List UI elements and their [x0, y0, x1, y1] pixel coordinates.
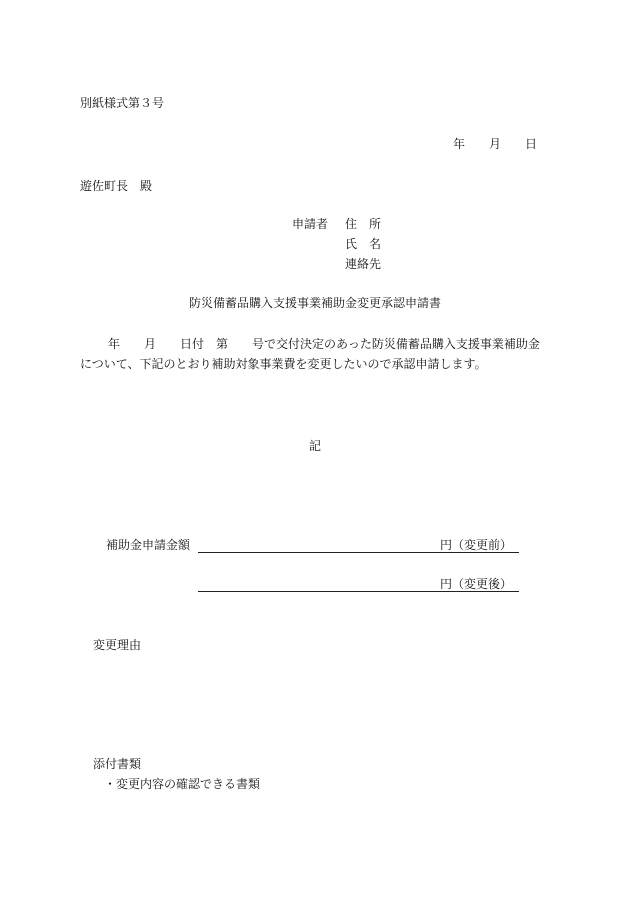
applicant-label: 申請者 — [292, 217, 329, 231]
body-paragraph: 年 月 日付 第 号で交付決定のあった防災備蓄品購入支援事業補助金について、下記のとおり補助対象事業費を変更したいので承認申請します。 — [80, 337, 540, 371]
applicant-contact-label: 連絡先 — [345, 257, 382, 271]
form-number: 別紙様式第３号 — [80, 96, 165, 110]
reason-heading: 変更理由 — [93, 638, 142, 652]
addressee: 遊佐町長 殿 — [80, 179, 153, 193]
ki-heading: 記 — [308, 439, 321, 453]
applicant-address-label: 住 所 — [345, 217, 382, 231]
applicant-name-label: 氏 名 — [345, 237, 382, 251]
date-line: 年 月 日 — [453, 137, 538, 151]
attachment-item: ・変更内容の確認できる書類 — [104, 777, 261, 791]
amount-label: 補助金申請金額 — [106, 538, 191, 552]
amount-after-suffix: 円（変更後） — [440, 577, 513, 591]
attachments-heading: 添付書類 — [93, 757, 142, 771]
document-title: 防災備蓄品購入支援事業補助金変更承認申請書 — [188, 296, 441, 310]
amount-before-suffix: 円（変更前） — [440, 538, 513, 552]
